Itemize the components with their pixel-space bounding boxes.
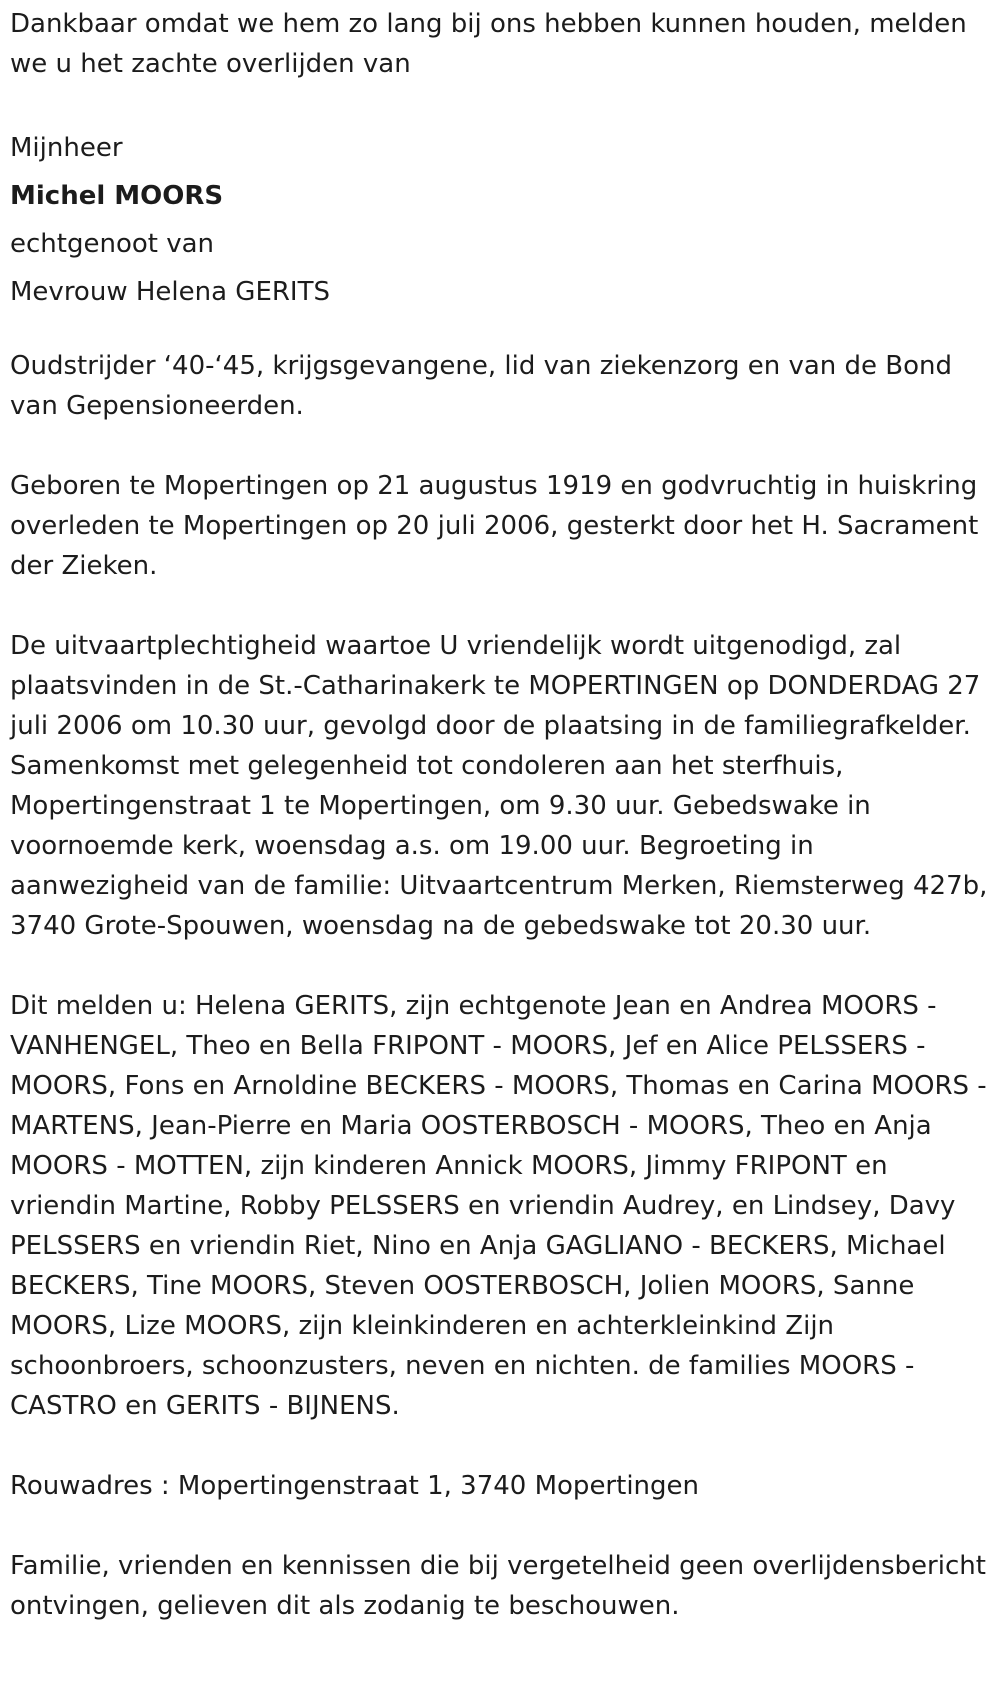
address-line: Rouwadres : Mopertingenstraat 1, 3740 Mopertingen bbox=[10, 1471, 699, 1501]
birth-death-paragraph: Geboren te Mopertingen op 21 augustus 1919 en godvruchtig in huiskring overleden te Mopertingen op 20 juli 2006, gesterkt door het H. Sacrament der Zieken. bbox=[10, 471, 979, 581]
spacer bbox=[10, 426, 990, 466]
intro-paragraph: Dankbaar omdat we hem zo lang bij ons hebben kunnen houden, melden we u het zachte overlijden van bbox=[10, 9, 967, 79]
relation-text: echtgenoot van bbox=[10, 229, 215, 259]
ceremony-paragraph: De uitvaartplechtigheid waartoe U vriendelijk wordt uitgenodigd, zal plaatsvinden in de St.-Catharinakerk te MOPERTINGEN op DONDERDAG 27 juli 2006 om 10.30 uur, gevolgd door de plaatsing in de familiegrafkelder. Samenkomst met gelegenheid tot condoleren aan het sterfhuis, Mopertingenstraat 1 te Mopertingen, om 9.30 uur. Gebedswake in voornoemde kerk, woensdag a.s. om 19.00 uur. Begroeting in aanwezigheid van de familie: Uitvaartcentrum Merken, Riemsterweg 427b, 3740 Grote-Spouwen, woensdag na de gebedswake tot 20.30 uur. bbox=[10, 631, 988, 941]
spacer bbox=[10, 586, 990, 626]
spacer bbox=[10, 84, 990, 124]
spouse-name: Mevrouw Helena GERITS bbox=[10, 277, 330, 307]
memberships-paragraph: Oudstrijder ‘40-‘45, krijgsgevangene, lid van ziekenzorg en van de Bond van Gepensioneerden. bbox=[10, 351, 953, 421]
closing-paragraph: Familie, vrienden en kennissen die bij vergetelheid geen overlijdensbericht ontvingen, gelieven dit als zodanig te beschouwen. bbox=[10, 1551, 986, 1621]
spacer bbox=[10, 1506, 990, 1546]
spacer bbox=[10, 1426, 990, 1466]
honorific: Mijnheer bbox=[10, 133, 123, 163]
announcers-paragraph: Dit melden u: Helena GERITS, zijn echtgenote Jean en Andrea MOORS - VANHENGEL, Theo en Bella FRIPONT - MOORS, Jef en Alice PELSSERS - MOORS, Fons en Arnoldine BECKERS - MOORS, Thomas en Carina MOORS - MARTENS, Jean-Pierre en Maria OOSTERBOSCH - MOORS, Theo en Anja MOORS - MOTTEN, zijn kinderen Annick MOORS, Jimmy FRIPONT en vriendin Martine, Robby PELSSERS en vriendin Audrey, en Lindsey, Davy PELSSERS en vriendin Riet, Nino en Anja GAGLIANO - BECKERS, Michael BECKERS, Tine MOORS, Steven OOSTERBOSCH, Jolien MOORS, Sanne MOORS, Lize MOORS, zijn kleinkinderen en achterkleinkind Zijn schoonbroers, schoonzusters, neven en nichten. de families MOORS - CASTRO en GERITS - BIJNENS. bbox=[10, 991, 987, 1421]
spacer bbox=[10, 946, 990, 986]
spacer bbox=[10, 316, 990, 346]
deceased-name: Michel MOORS bbox=[10, 181, 224, 211]
